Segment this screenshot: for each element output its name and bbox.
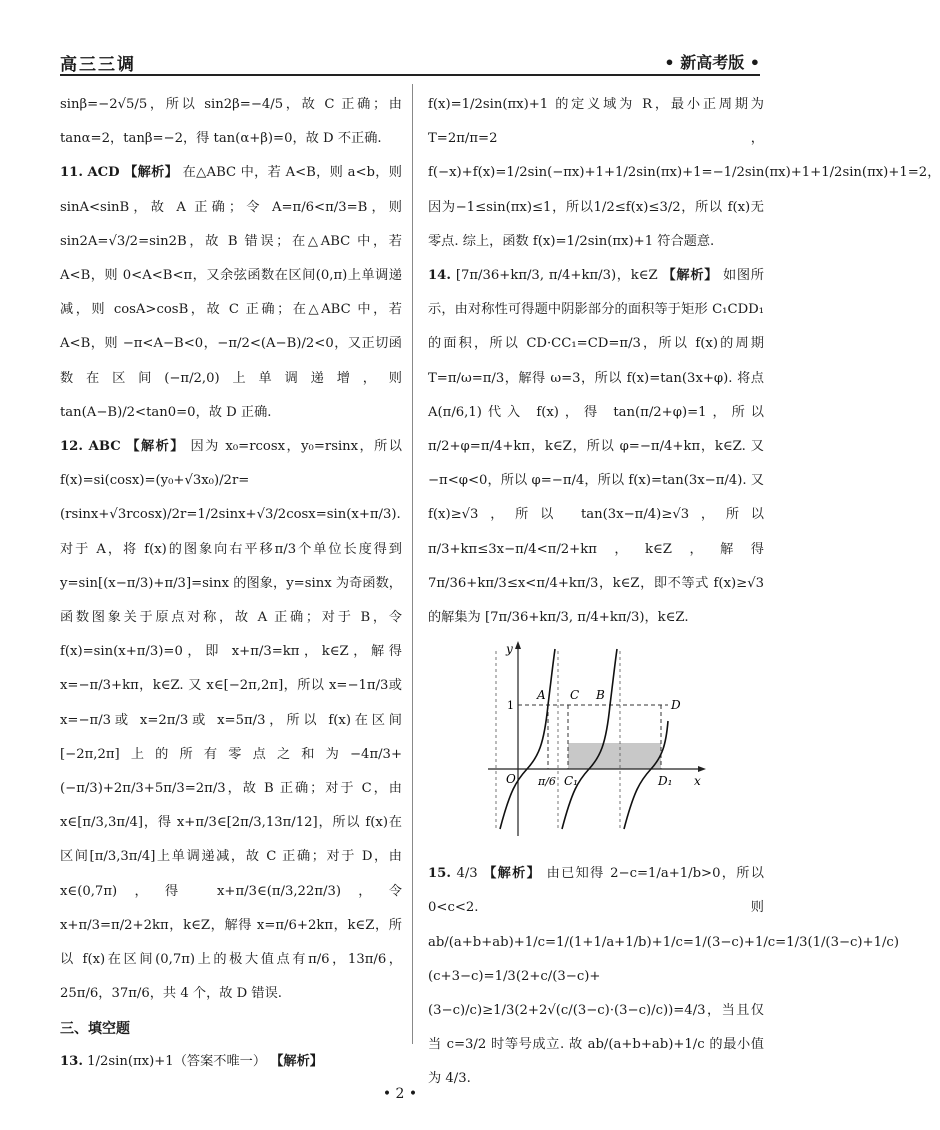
answer-14 xyxy=(428,259,764,635)
answer-value: 1/2sin(πx)+1（答案不唯一） xyxy=(87,1054,267,1070)
point-d-label: D xyxy=(671,698,681,713)
point-b-label: B xyxy=(596,688,605,703)
analysis-text: 因为 x₀=rcosx，y₀=rsinx，所以 f(x)=si(cosx)=(y₀+√3x₀)/2r=(rsinx+√3rcosx)/2r=1/2sinx+√3/2cosx=sin(x+π/3). 对于 A，将 f(x)的图象向右平移π/3个单位长度得到 y=sin[(x−π/3)+π/3]=sinx 的图象，y=sinx 为奇函数，函数图象关于原点对称，故 A 正确；对于 B，令 f(x)=sin(x+π/3)=0，即 x+π/3=kπ，k∈Z，解得 x=−π/3+kπ，k∈Z. 又 x∈[−2π,2π]，所以 x=−1π/3或 x=−π/3或 x=2π/3或 x=5π/3，所以 f(x)在区间[−2π,2π]上的所有零点之和为−4π/3+(−π/3)+2π/3+5π/3=2π/3，故 B 正确；对于 C，由 x∈[π/3,3π/4]，得 x+π/3∈[2π/3,13π/12]，所以 f(x)在区间[π/3,3π/4]上单调递减，故 C 正确；对于 D，由 x∈(0,7π)，得 x+π/3∈(π/3,22π/3)，令 x+π/3=π/2+2kπ，k∈Z，解得 x=π/6+2kπ，k∈Z，所以 f(x)在区间(0,7π)上的极大值点有π/6，13π/6，25π/6，37π/6，共 4 个，故 D 错误. xyxy=(60,439,402,1002)
analysis-text: f(x)=1/2sin(πx)+1 的定义域为 R，最小正周期为 T=2π/π=2，f(−x)+f(x)=1/2sin(−πx)+1+1/2sin(πx)+1=−1/2sin(πx)+1+1/2sin(πx)+1=2，因为−1≤sin(πx)≤1，所以1/2≤f(x)≤3/2，所以 f(x)无零点. 综上，函数 f(x)=1/2sin(πx)+1 符合题意. xyxy=(428,97,940,249)
analysis-text: 由已知得 2−c=1/a+1/b>0，所以 0<c<2. 则 ab/(a+b+ab)+1/c=1/(1+1/a+1/b)+1/c=1/(3−c)+1/c=1/3(1/(3−c)+1/c)(c+3−c)=1/3(2+c/(3−c)+(3−c)/c)≥1/3(2+2√(c/(3−c)·(3−c)/c))=4/3，当且仅当 c=3/2 时等号成立. 故 ab/(a+b+ab)+1/c 的最小值为 4/3. xyxy=(428,866,899,1087)
answer-11 xyxy=(60,156,402,430)
column-divider xyxy=(412,84,413,1044)
analysis-tag: 【解析】 xyxy=(662,268,719,284)
question-number: 15. xyxy=(428,866,451,882)
point-c-label: C xyxy=(570,688,580,703)
question-number: 13. xyxy=(60,1054,83,1070)
origin-label: O xyxy=(506,772,516,787)
question-number: 12. xyxy=(60,439,83,455)
x-axis-label: x xyxy=(694,774,701,789)
analysis-tag: 【解析】 xyxy=(124,165,179,181)
analysis-tag: 【解析】 xyxy=(126,439,185,455)
page-header xyxy=(60,44,760,74)
y-one-label: 1 xyxy=(507,699,514,713)
x-axis-arrow xyxy=(698,766,706,772)
page-number: • 2 • xyxy=(382,1086,418,1102)
header-rule xyxy=(60,74,760,76)
answer-value: 4/3 xyxy=(456,866,478,882)
analysis-text: 如图所示，由对称性可得题中阴影部分的面积等于矩形 C₁CDD₁ 的面积，所以 CD·CC₁=CD=π/3，所以 f(x)的周期 T=π/ω=π/3，解得 ω=3，所以 f(x)=tan(3x+φ). 将点 A(π/6,1)代入 f(x)，得 tan(π/2+φ)=1，所以 π/2+φ=π/4+kπ，k∈Z，所以 φ=−π/4+kπ，k∈Z. 又 −π<φ<0，所以 φ=−π/4，所以 f(x)=tan(3x−π/4). 又 f(x)≥√3，所以 tan(3x−π/4)≥√3，所以 π/3+kπ≤3x−π/4<π/2+kπ，k∈Z，解得 7π/36+kπ/3≤x<π/4+kπ/3，k∈Z，即不等式 f(x)≥√3 的解集为 [7π/36+kπ/3, π/4+kπ/3)，k∈Z. xyxy=(428,268,764,626)
analysis-tag: 【解析】 xyxy=(483,866,542,882)
tan-branch-1 xyxy=(500,649,555,829)
answer-13-start xyxy=(60,1045,402,1079)
pi-6-label: π/6 xyxy=(538,775,556,789)
answer-choice: ABC xyxy=(88,439,121,455)
y-axis-arrow xyxy=(515,641,521,649)
point-c1-label: C₁ xyxy=(564,774,578,789)
analysis-text: 在△ABC 中，若 A<B，则 a<b，则 sinA<sinB，故 A 正确；令 A=π/6<π/3=B，则 sin2A=√3/2=sin2B，故 B 错误；在△ABC 中，若 A<B，则 0<A<B<π，又余弦函数在区间(0,π)上单调递减，则 cosA>cosB，故 C 正确；在△ABC 中，若 A<B，则 −π<A−B<0，−π/2<(A−B)/2<0，又正切函数在区间(−π/2,0)上单调递增，则 tan(A−B)/2<tan0=0，故 D 正确. xyxy=(60,165,402,420)
answer-12 xyxy=(60,430,402,1011)
question-number: 11. xyxy=(60,165,83,181)
question-number: 14. xyxy=(428,268,451,284)
answer-15 xyxy=(428,857,899,1096)
answer-13-text xyxy=(428,88,940,259)
y-axis-label: y xyxy=(506,642,513,657)
answer-choice: ACD xyxy=(87,165,120,181)
answer-value: [7π/36+kπ/3, π/4+kπ/3)，k∈Z xyxy=(455,268,658,284)
section-heading-fill-in: 三、填空题 xyxy=(60,1021,130,1038)
tan-branch-2 xyxy=(562,649,617,829)
right-column xyxy=(428,88,940,1097)
tangent-graph xyxy=(478,641,708,841)
answer-continuation-10 xyxy=(60,88,402,156)
tangent-graph-figure xyxy=(428,641,764,851)
left-column xyxy=(60,88,402,1080)
point-d1-label: D₁ xyxy=(658,774,673,789)
shaded-region xyxy=(568,743,661,769)
point-a-label: A xyxy=(537,688,546,703)
header-series-title: 高三三调 xyxy=(60,55,136,75)
continuation-text: sinβ=−2√5/5，所以 sin2β=−4/5，故 C 正确；由 tanα=2，tanβ=−2，得 tan(α+β)=0，故 D 不正确. xyxy=(60,97,402,147)
header-edition: • 新高考版 • xyxy=(664,53,760,72)
analysis-tag: 【解析】 xyxy=(270,1054,323,1070)
